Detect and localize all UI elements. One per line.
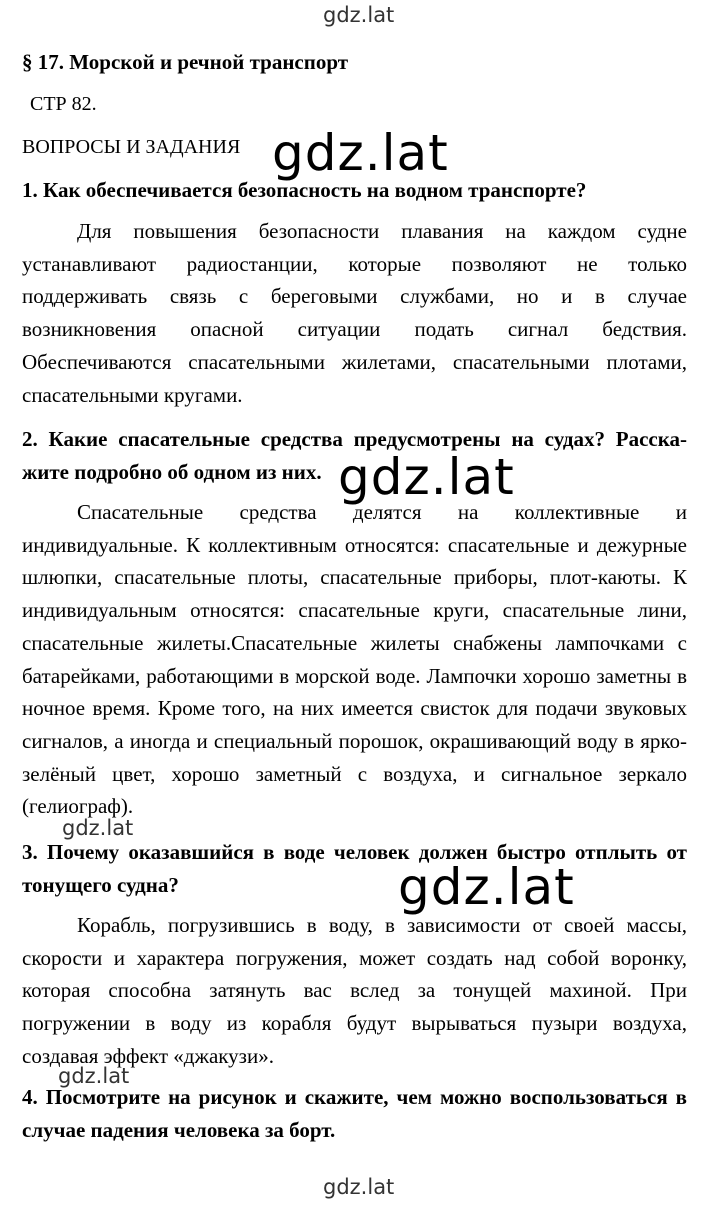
watermark-large-1: gdz.lat	[272, 124, 449, 182]
watermark-small-2: gdz.lat	[58, 1064, 130, 1088]
question-4: 4. Посмотрите на рисунок и скажите, чем можно воспользоваться в случае падения человека за борт.	[22, 1085, 687, 1142]
answer-2: Спасательные средства делятся на коллективные и индивидуальные. К коллективным относятся: спасательные и дежурные шлюпки, спасательные плоты, спасательные приборы, плот-каюты. К индивидуальным относятся: спасательные круги, спасательные лини, спасательные жилеты.Спасательные жилеты снабжены лампочками с батарейками, работающими в морской воде. Лампочки хорошо заметны в ночное время. Кроме того, на них имеется свисток для подачи звуковых сигналов, а иногда и специальный порошок, окрашивающий воду в ярко-зелёный цвет, хорошо заметный с воздуха, и сигнальное зеркало (гелиограф).	[22, 500, 687, 819]
watermark-large-2: gdz.lat	[338, 448, 515, 506]
section-title: § 17. Морской и речной транспорт	[22, 50, 349, 74]
watermark-top: gdz.lat	[323, 3, 395, 27]
question-3: 3. Почему оказавшийся в воде человек должен быстро отплыть от тонущего судна?	[22, 840, 687, 897]
question-1: 1. Как обеспечивается безопасность на водном транспорте?	[22, 178, 587, 202]
answer-3: Корабль, погрузившись в воду, в зависимости от своей массы, скорости и характера погружения, может создать над собой воронку, которая способна затянуть вас вслед за тонущей махиной. При погружении в воду из корабля будут вырываться пузыри воздуха, создавая эффект «джакузи».	[22, 913, 687, 1068]
answer-1: Для повышения безопасности плавания на каждом судне устанавливают радиостанции, которые позволяют не только поддерживать связь с береговыми службами, но и в случае возникновения опасной ситуации подать сигнал бедствия. Обеспечиваются спасательными жилетами, спасательными плотами, спасательными кругами.	[22, 219, 687, 407]
page-reference: СТР 82.	[30, 93, 97, 115]
question-2: 2. Какие спасательные средства предусмотрены на судах? Расскажите подробно об одном из них.	[22, 427, 687, 484]
tasks-subheading: ВОПРОСЫ И ЗАДАНИЯ	[22, 136, 241, 158]
watermark-small-1: gdz.lat	[62, 816, 134, 840]
watermark-large-3: gdz.lat	[398, 858, 575, 916]
watermark-bottom: gdz.lat	[323, 1175, 395, 1199]
